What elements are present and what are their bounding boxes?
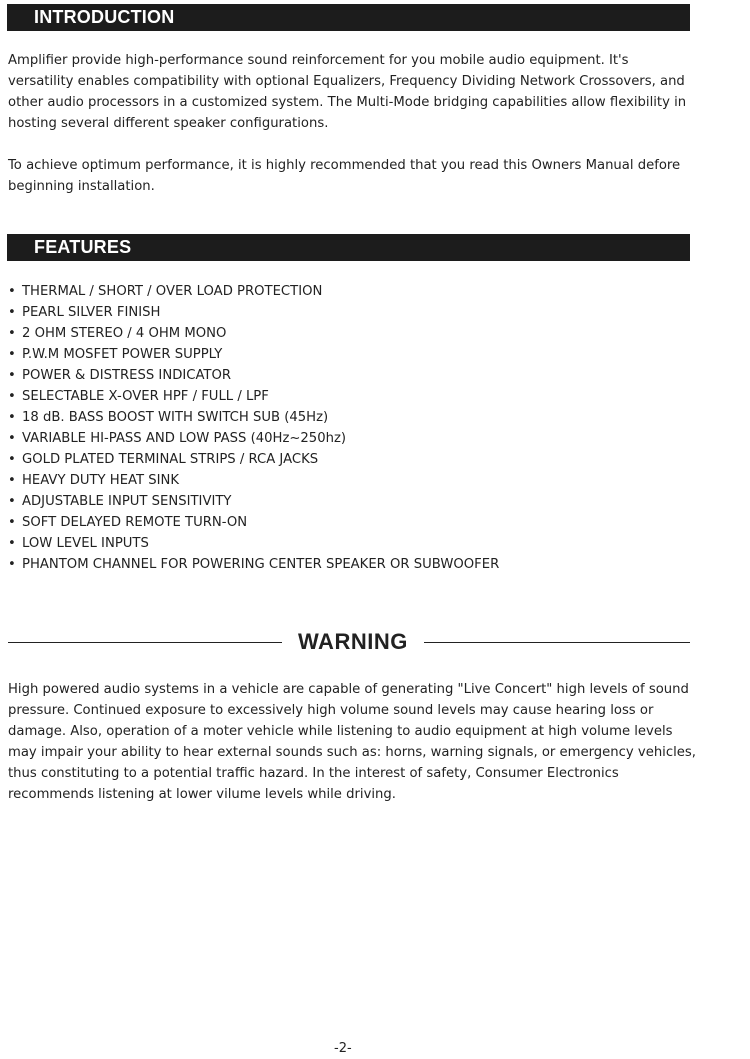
bullet-icon: • bbox=[8, 368, 16, 383]
bullet-icon: • bbox=[8, 326, 16, 341]
bullet-icon: • bbox=[8, 473, 16, 488]
feature-text: SELECTABLE X-OVER HPF / FULL / LPF bbox=[22, 389, 269, 404]
feature-item bbox=[8, 491, 499, 512]
introduction-paragraph-2: To achieve optimum performance, it is highly recommended that you read this Owners Manual defore beginning installation. bbox=[8, 158, 681, 194]
bullet-icon: • bbox=[8, 305, 16, 320]
warning-heading: WARNING bbox=[298, 629, 408, 654]
feature-text: 18 dB. BASS BOOST WITH SWITCH SUB (45Hz) bbox=[22, 410, 329, 425]
introduction-paragraph-1: Amplifier provide high-performance sound reinforcement for you mobile audio equipment. It's versatility enables compatibility with optional Equalizers, Frequency Dividing Network Crossovers, and other audio processors in a customized system. The Multi-Mode bridging capabilities allow flexibility in hosting several different speaker configurations. bbox=[8, 53, 687, 131]
feature-item bbox=[8, 428, 499, 449]
bullet-icon: • bbox=[8, 284, 16, 299]
feature-text: VARIABLE HI-PASS AND LOW PASS (40Hz~250hz) bbox=[22, 431, 347, 446]
page-number: -2- bbox=[334, 1041, 352, 1056]
feature-item bbox=[8, 533, 499, 554]
warning-rule-left bbox=[8, 642, 282, 643]
feature-item bbox=[8, 323, 499, 344]
feature-text: ADJUSTABLE INPUT SENSITIVITY bbox=[22, 494, 232, 509]
bullet-icon: • bbox=[8, 494, 16, 509]
bullet-icon: • bbox=[8, 536, 16, 551]
warning-header bbox=[8, 626, 690, 658]
feature-item bbox=[8, 554, 499, 575]
bullet-icon: • bbox=[8, 410, 16, 425]
introduction-heading: INTRODUCTION bbox=[7, 4, 690, 31]
feature-text: P.W.M MOSFET POWER SUPPLY bbox=[22, 347, 223, 362]
bullet-icon: • bbox=[8, 389, 16, 404]
feature-item bbox=[8, 407, 499, 428]
feature-text: 2 OHM STEREO / 4 OHM MONO bbox=[22, 326, 227, 341]
feature-item bbox=[8, 281, 499, 302]
feature-item bbox=[8, 302, 499, 323]
feature-text: GOLD PLATED TERMINAL STRIPS / RCA JACKS bbox=[22, 452, 319, 467]
bullet-icon: • bbox=[8, 347, 16, 362]
feature-item bbox=[8, 512, 499, 533]
feature-item bbox=[8, 344, 499, 365]
feature-text: PHANTOM CHANNEL FOR POWERING CENTER SPEAKER OR SUBWOOFER bbox=[22, 557, 500, 572]
warning-rule-right bbox=[424, 642, 690, 643]
features-heading: FEATURES bbox=[7, 234, 690, 261]
features-list bbox=[8, 281, 499, 575]
bullet-icon: • bbox=[8, 452, 16, 467]
feature-item bbox=[8, 386, 499, 407]
feature-text: PEARL SILVER FINISH bbox=[22, 305, 161, 320]
warning-paragraph: High powered audio systems in a vehicle are capable of generating "Live Concert" high levels of sound pressure. Continued exposure to excessively high volume sound levels may cause hearing loss or damage. Also, operation of a moter vehicle while listening to audio equipment at high volume levels may impair your ability to hear external sounds such as: horns, warning signals, or emergency vehicles, thus constituting to a potential traffic hazard. In the interest of safety, Consumer Electronics recommends listening at lower vilume levels while driving. bbox=[8, 682, 696, 802]
feature-text: SOFT DELAYED REMOTE TURN-ON bbox=[22, 515, 248, 530]
feature-text: HEAVY DUTY HEAT SINK bbox=[22, 473, 180, 488]
feature-text: THERMAL / SHORT / OVER LOAD PROTECTION bbox=[22, 284, 323, 299]
feature-text: LOW LEVEL INPUTS bbox=[22, 536, 149, 551]
bullet-icon: • bbox=[8, 557, 16, 572]
feature-item bbox=[8, 449, 499, 470]
bullet-icon: • bbox=[8, 431, 16, 446]
bullet-icon: • bbox=[8, 515, 16, 530]
feature-item bbox=[8, 470, 499, 491]
feature-text: POWER & DISTRESS INDICATOR bbox=[22, 368, 232, 383]
feature-item bbox=[8, 365, 499, 386]
